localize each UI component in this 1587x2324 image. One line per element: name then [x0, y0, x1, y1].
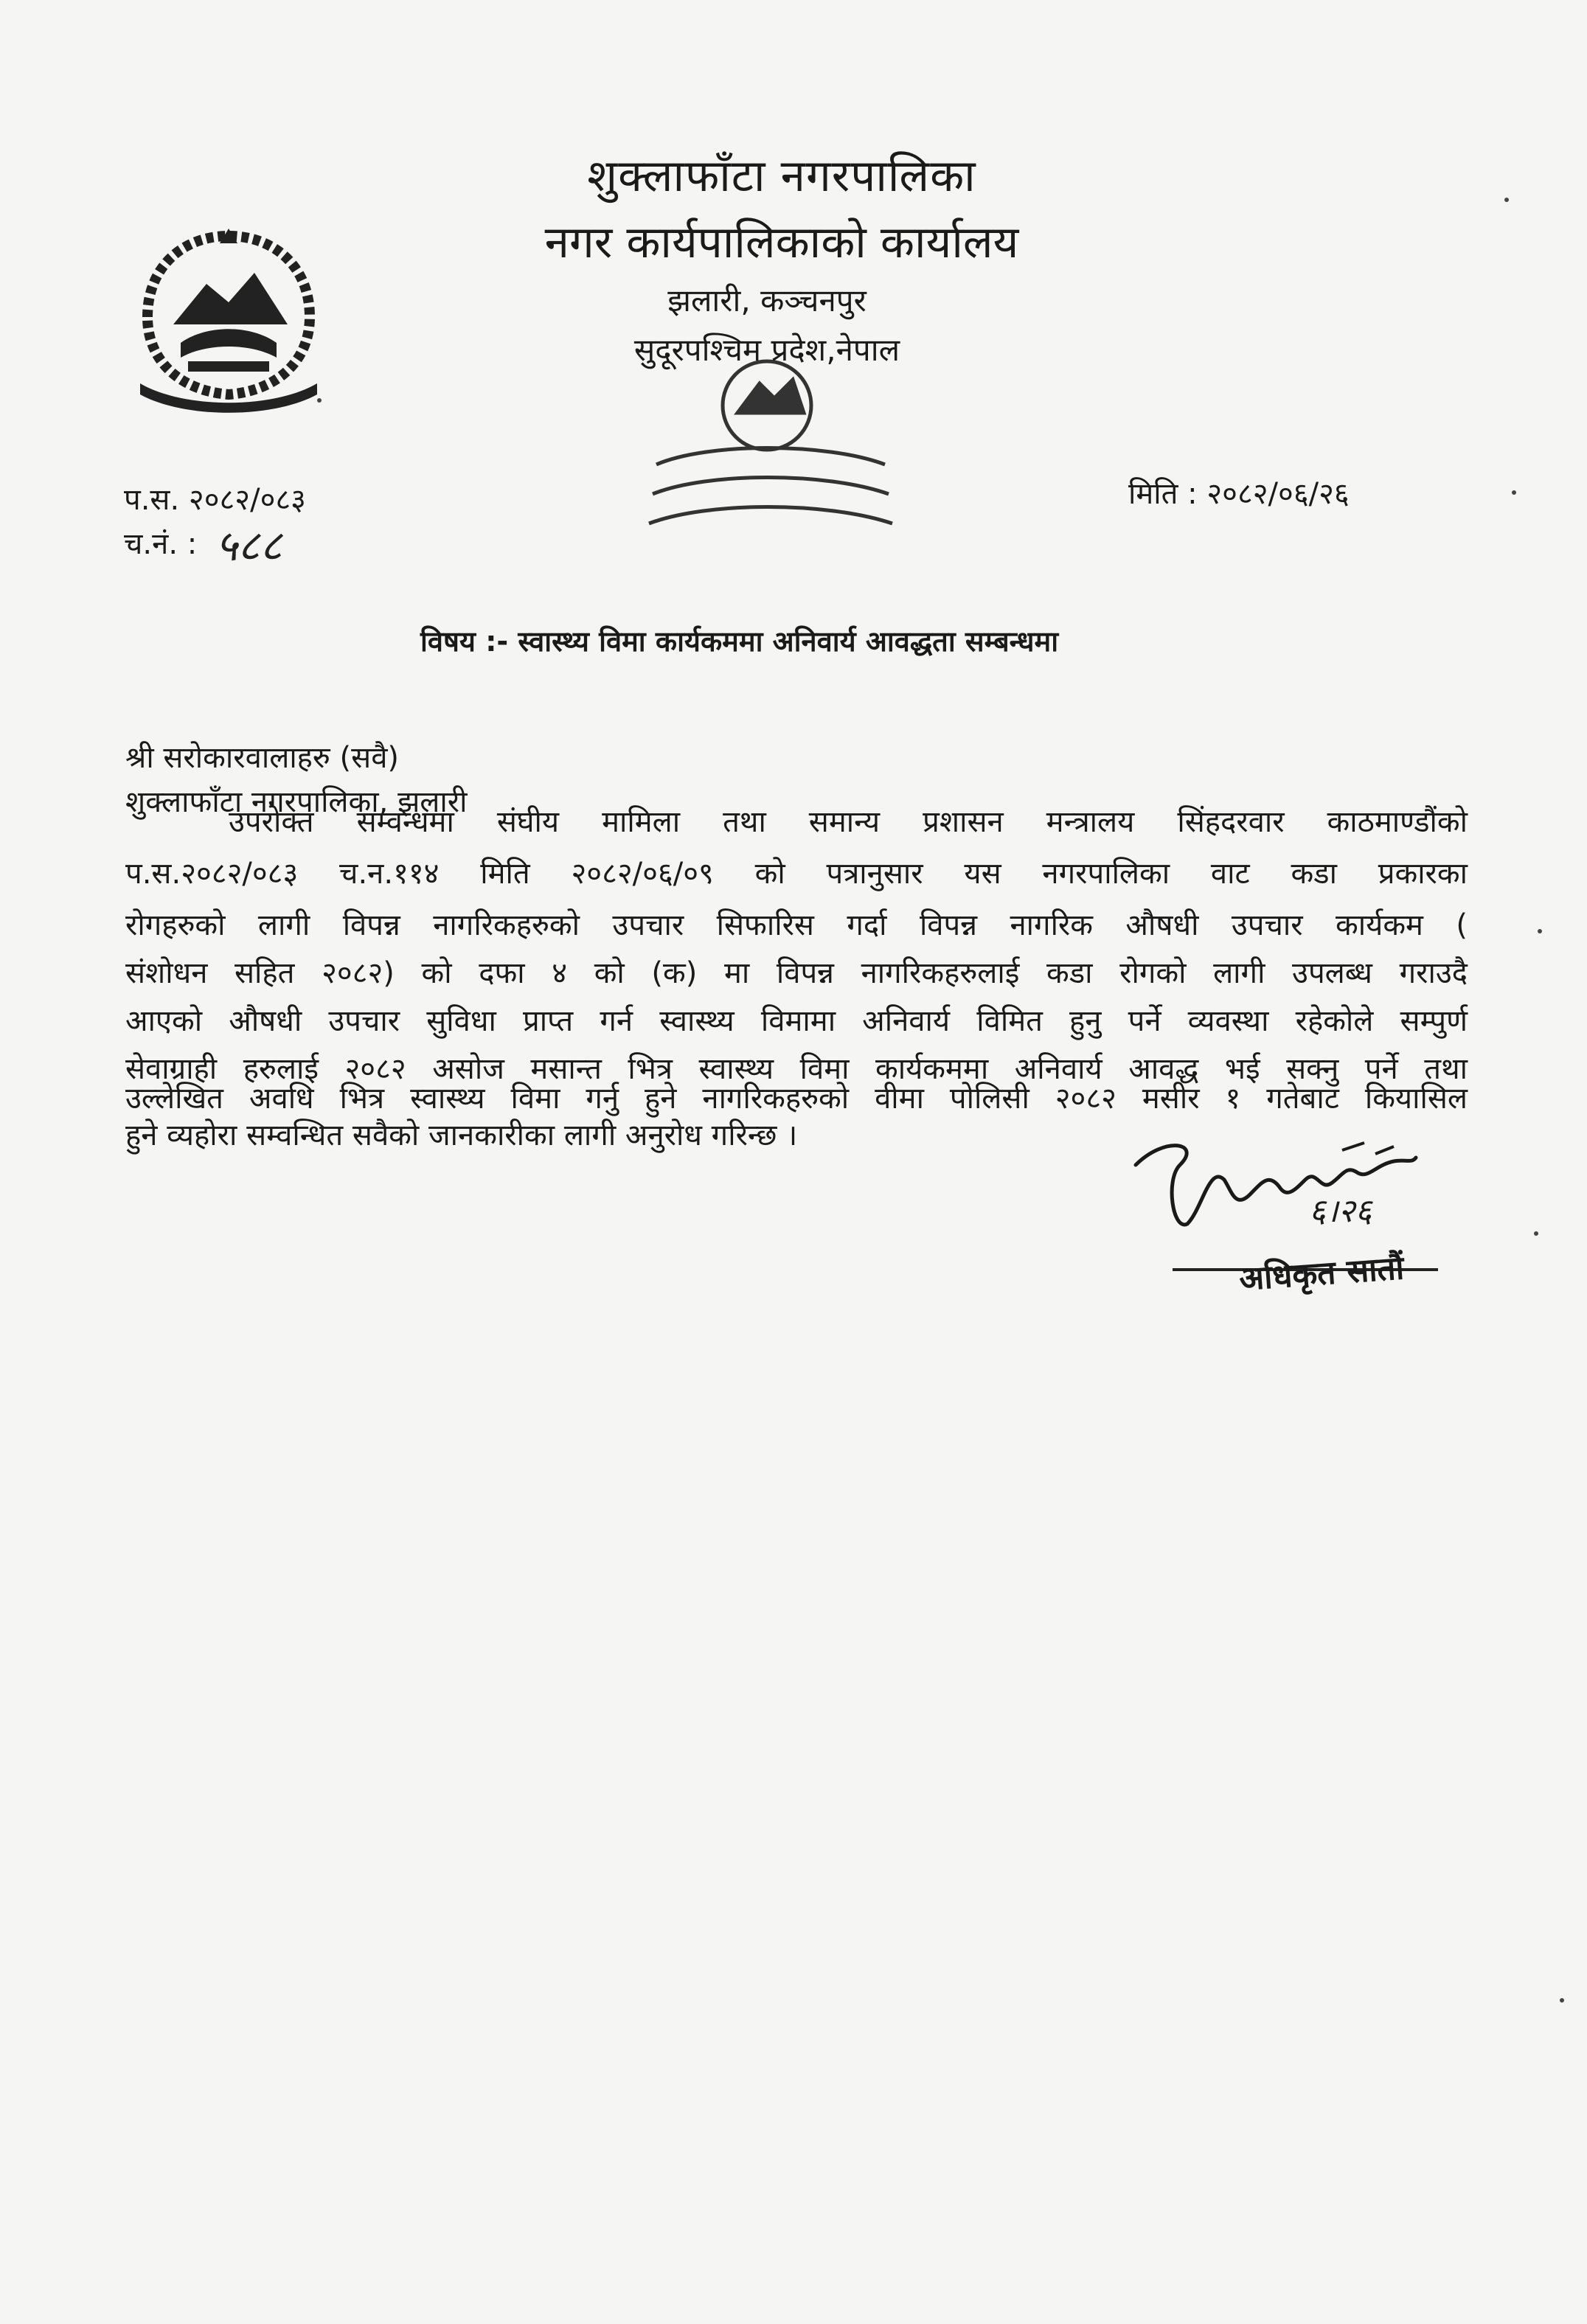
signatory-title: अधिकृत सातौं [1237, 1249, 1406, 1298]
body-line: संशोधन सहित २०८२) को दफा ४ को (क) मा विपन्न नागरिकहरुलाई कडा रोगको लागी उपलब्ध गराउदै [125, 956, 1468, 990]
body-line: उपरोक्त सम्वन्धमा संघीय मामिला तथा समान्य प्रशासन मन्त्रालय सिंहदरवार काठमाण्डौंको [229, 805, 1468, 839]
signature-date: ६।२६ [1309, 1192, 1372, 1230]
fiscal-year-reference: प.स. २०८२/०८३ [124, 483, 306, 517]
body-line: सेवाग्राही हरुलाई २०८२ असोज मसान्त भित्र स्वास्थ्य विमा कार्यकममा अनिवार्य आवद्ध भई सक्नु पर्ने तथा [125, 1052, 1468, 1086]
handwritten-signature-icon [1121, 1121, 1431, 1261]
scan-speck [1534, 1231, 1538, 1236]
addressee-line-2: शुक्लाफाँटा नगरपालिका, झलारी [125, 785, 468, 819]
office-province: सुदूरपश्चिम प्रदेश,नेपाल [633, 332, 900, 368]
dispatch-number-label: च.नं. : [124, 527, 198, 561]
office-stamp-icon [634, 354, 907, 538]
body-line: प.स.२०८२/०८३ च.न.११४ मिति २०८२/०६/०९ को पत्रानुसार यस नगरपालिका वाट कडा प्रकारका [125, 857, 1468, 891]
addressee-line-1: श्री सरोकारवालाहरु (सवै) [125, 741, 400, 775]
municipality-name: शुक्लाफाँटा नगरपालिका [587, 150, 976, 202]
office-name: नगर कार्यपालिकाको कार्यालय [544, 217, 1019, 268]
scan-speck [1560, 1998, 1564, 2003]
body-line: रोगहरुको लागी विपन्न नागरिकहरुको उपचार सिफारिस गर्दा विपन्न नागरिक औषधी उपचार कार्यकम ( [125, 908, 1468, 942]
scan-speck [317, 398, 322, 403]
body-line: उल्लेखित अवधि भित्र स्वास्थ्य विमा गर्नु हुने नागरिकहरुको वीमा पोलिसी २०८२ मसीर १ गतेबाट कियासिल [125, 1082, 1468, 1116]
scan-speck [1538, 929, 1542, 933]
dispatch-number-value: ५८८ [215, 521, 282, 571]
letter-subject: विषय :- स्वास्थ्य विमा कार्यकममा अनिवार्य आवद्धता सम्बन्धमा [420, 625, 1059, 658]
office-address: झलारी, कञ्चनपुर [667, 282, 867, 319]
scan-speck [1512, 490, 1516, 495]
body-line: हुने व्यहोरा सम्वन्धित सवैको जानकारीका लागी अनुरोध गरिन्छ । [125, 1118, 798, 1152]
body-line: आएको औषधी उपचार सुविधा प्राप्त गर्न स्वास्थ्य विमामा अनिवार्य विमित हुनु पर्ने व्यवस्था रहेकोले सम्पुर्ण [125, 1004, 1468, 1038]
letter-date: मिति : २०८२/०६/२६ [1128, 477, 1350, 511]
scan-speck [1504, 198, 1509, 202]
government-emblem-icon [118, 214, 339, 420]
